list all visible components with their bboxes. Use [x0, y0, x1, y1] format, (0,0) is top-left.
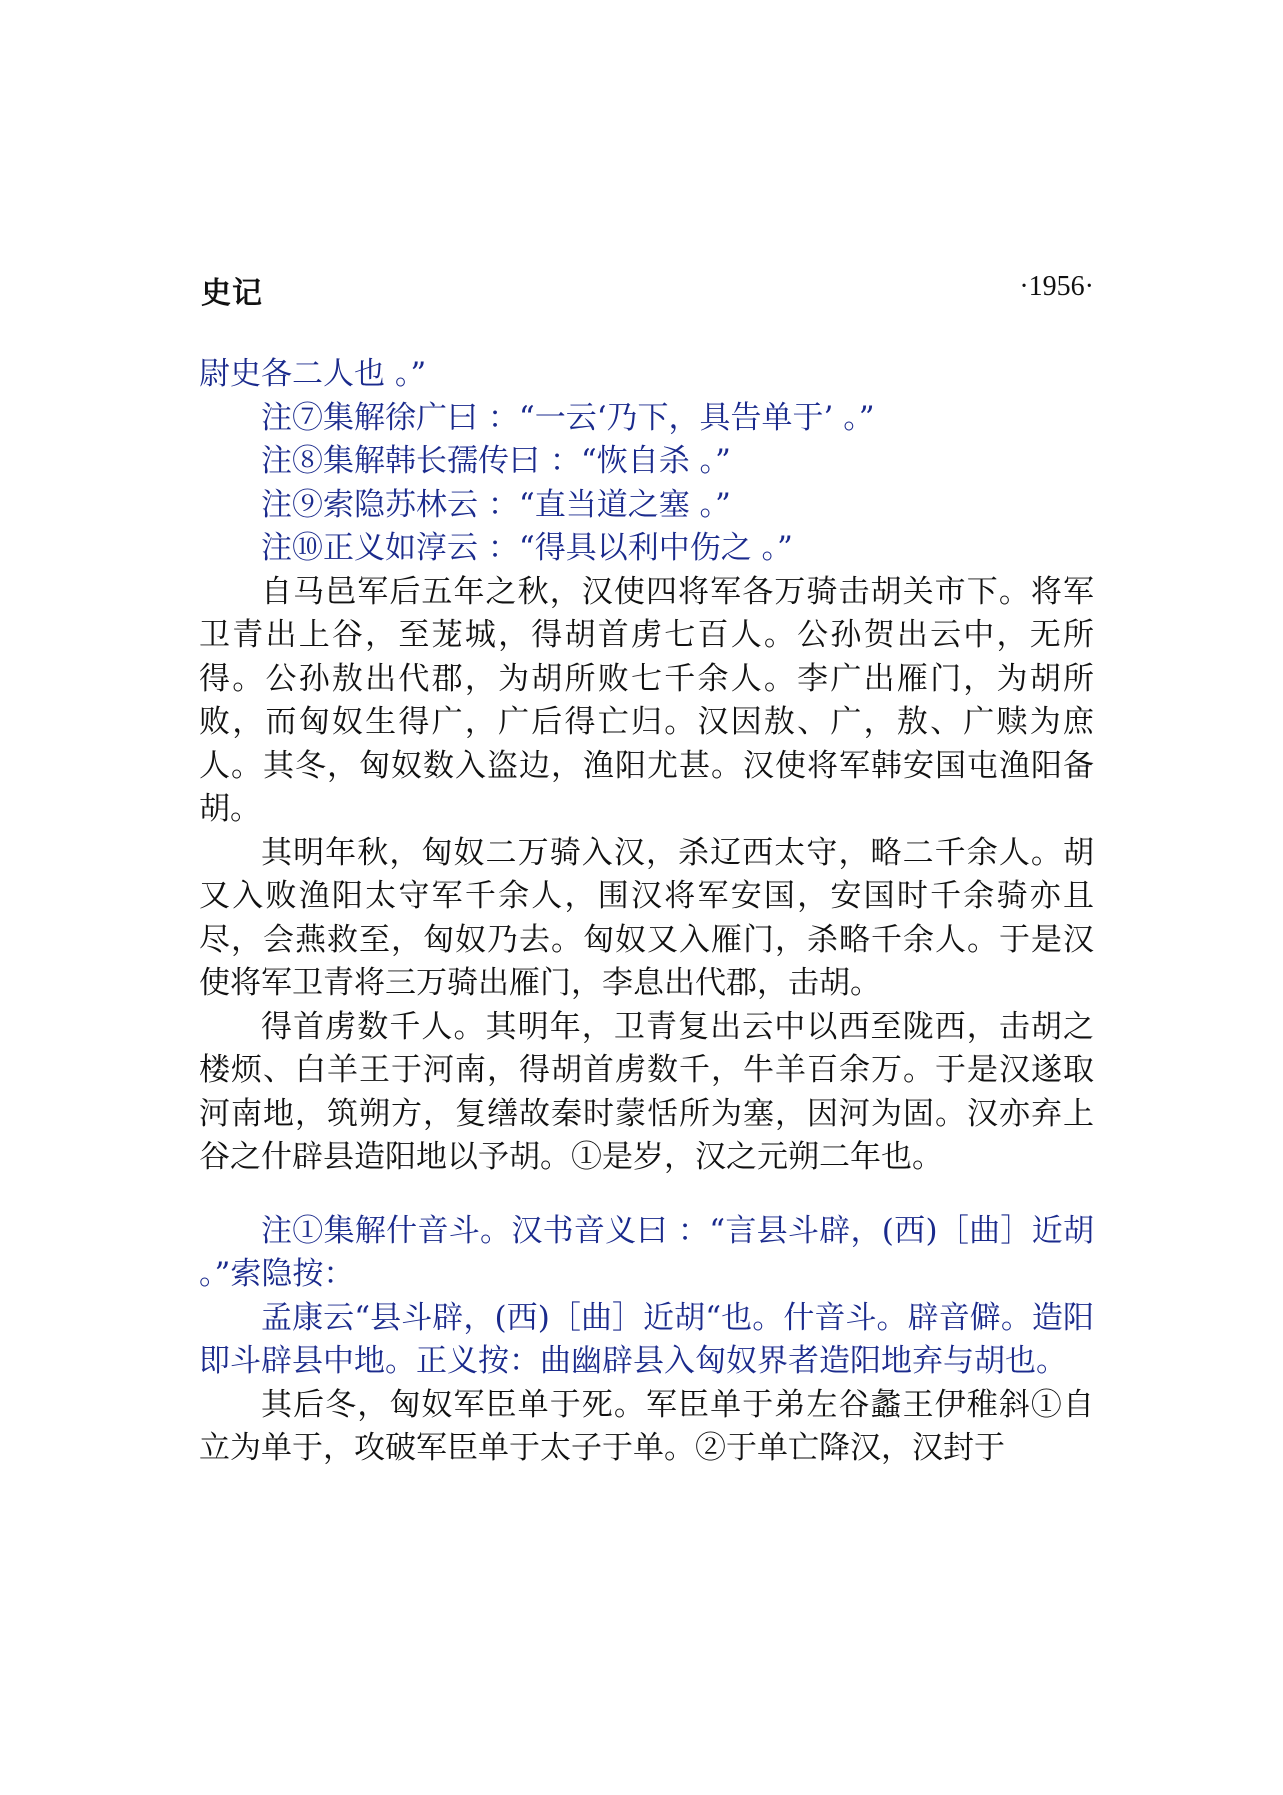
- main-text-paragraph: 自马邑军后五年之秋，汉使四将军各万骑击胡关市下。将军卫青出上谷，至茏城，得胡首虏七百人。公孙贺出云中，无所得。公孙敖出代郡，为胡所败七千余人。李广出雁门，为胡所败，而匈奴生得广，广后得亡归。汉因敖、广，敖、广赎为庶人。其冬，匈奴数入盗边，渔阳尤甚。汉使将军韩安国屯渔阳备胡。: [199, 573, 1094, 827]
- annotation-paragraph: 注⑦集解徐广曰 ：“一云‘乃下，具告单于’ 。”: [261, 399, 875, 436]
- annotation-paragraph: 注①集解什音斗。汉书音义曰 ：“言县斗辟，(西)［曲］近胡 。”索隐按：: [199, 1212, 1094, 1292]
- page-number: ·1956·: [1019, 271, 1094, 302]
- text-body: [199, 353, 1094, 1471]
- annotation-paragraph: 尉史各二人也 。”: [199, 356, 427, 392]
- main-text-paragraph: 其后冬，匈奴军臣单于死。军臣单于弟左谷蠡王伊稚斜①自立为单于，攻破军臣单于太子于单。②于单亡降汉，汉封于: [199, 1386, 1094, 1466]
- book-title: 史记: [201, 276, 263, 311]
- main-text-paragraph: 得首虏数千人。其明年，卫青复出云中以西至陇西，击胡之楼烦、白羊王于河南，得胡首虏数千，牛羊百余万。于是汉遂取河南地，筑朔方，复缮故秦时蒙恬所为塞，因河为固。汉亦弃上谷之什辟县造阳地以予胡。①是岁，汉之元朔二年也。: [199, 1008, 1094, 1175]
- annotation-paragraph: 注⑧集解韩长孺传曰 ：“恢自杀 。”: [261, 443, 731, 479]
- annotation-paragraph: 孟康云“县斗辟，(西)［曲］近胡“也。什音斗。辟音僻。造阳即斗辟县中地。正义按：曲幽辟县入匈奴界者造阳地弃与胡也。: [199, 1299, 1094, 1379]
- annotation-paragraph: 注⑩正义如淳云 ：“得具以利中伤之 。”: [261, 530, 793, 566]
- annotation-paragraph: 注⑨索隐苏林云 ：“直当道之塞 。”: [261, 486, 731, 523]
- main-text-paragraph: 其明年秋，匈奴二万骑入汉，杀辽西太守，略二千余人。胡又入败渔阳太守军千余人，围汉将军安国，安国时千余骑亦且尽，会燕救至，匈奴乃去。匈奴又入雁门，杀略千余人。于是汉使将军卫青将三万骑出雁门，李息出代郡，击胡。: [199, 834, 1094, 1001]
